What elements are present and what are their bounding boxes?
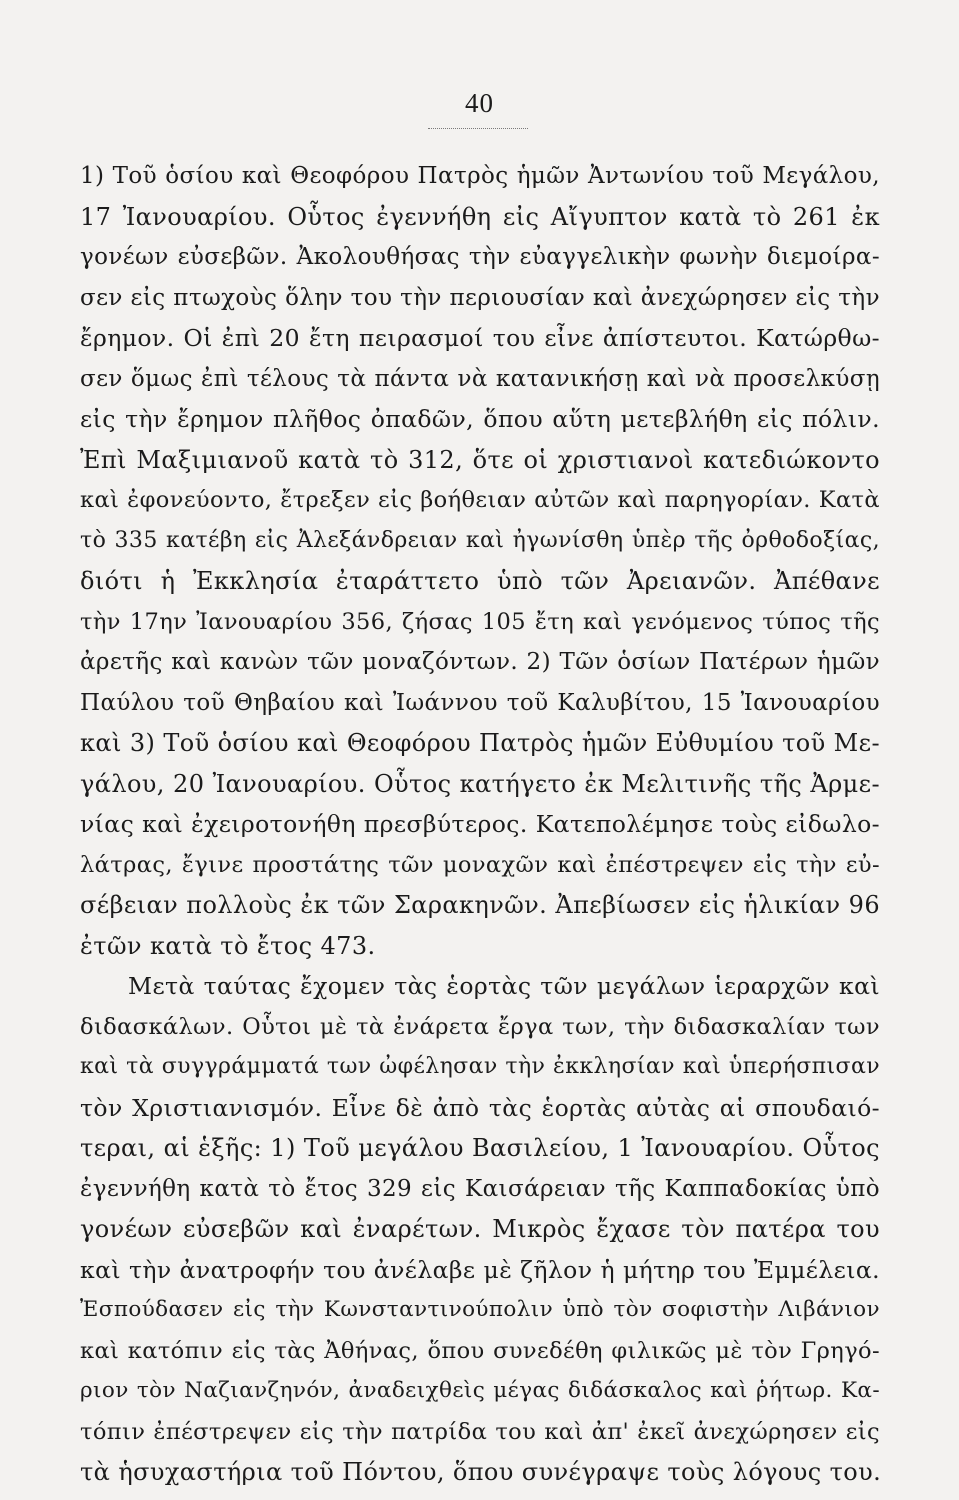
paragraph-1 xyxy=(80,156,880,966)
text-line: γάλου, 20 Ἰανουαρίου. Οὗτος κατήγετο ἐκ Μελιτινῆς τῆς Ἀρμε- xyxy=(80,769,880,798)
page-number: 40 xyxy=(465,88,494,118)
text-line: εἰς τὴν ἔρημον πλῆθος ὀπαδῶν, ὅπου αὕτη μετεβλήθη εἰς πόλιν. xyxy=(80,405,880,433)
text-line: τὴν 17ην Ἰανουαρίου 356, ζήσας 105 ἔτη καὶ γενόμενος τύπος τῆς xyxy=(80,608,880,635)
text-line: καὶ κατόπιν εἰς τὰς Ἀθήνας, ὅπου συνεδέθη φιλικῶς μὲ τὸν Γρηγό- xyxy=(80,1337,880,1364)
text-line: καὶ τὰ συγγράμματά των ὠφέλησαν τὴν ἐκκλησίαν καὶ ὑπερήσπισαν xyxy=(80,1054,880,1079)
text-line: λάτρας, ἔγινε προστάτης τῶν μοναχῶν καὶ ἐπέστρεψεν εἰς τὴν εὐ- xyxy=(80,851,880,878)
text-line: 17 Ἰανουαρίου. Οὗτος ἐγεννήθη εἰς Αἴγυπτον κατὰ τὸ 261 ἐκ xyxy=(80,202,880,231)
text-line: καὶ τὴν ἀνατροφήν του ἀνέλαβε μὲ ζῆλον ἡ μήτηρ του Ἐμμέλεια. xyxy=(80,1255,880,1284)
text-line: Παύλου τοῦ Θηβαίου καὶ Ἰωάννου τοῦ Καλυβίτου, 15 Ἰανουαρίου xyxy=(80,689,880,716)
text-line: σεν εἰς πτωχοὺς ὅλην του τὴν περιουσίαν καὶ ἀνεχώρησεν εἰς τὴν xyxy=(80,284,880,311)
text-line: ριον τὸν Ναζιανζηνόν, ἀναδειχθεὶς μέγας διδάσκαλος καὶ ῥήτωρ. Κα- xyxy=(80,1378,880,1403)
text-line: καὶ ἐφονεύοντο, ἔτρεξεν εἰς βοήθειαν αὐτῶν καὶ παρηγορίαν. Κατὰ xyxy=(80,487,880,513)
text-line: νίας καὶ ἐχειροτονήθη πρεσβύτερος. Κατεπολέμησε τοὺς εἰδωλο- xyxy=(80,810,880,838)
text-line: ἐγεννήθη κατὰ τὸ ἔτος 329 εἰς Καισάρειαν τῆς Καππαδοκίας ὑπὸ xyxy=(80,1175,880,1202)
text-line: τόπιν ἐπέστρεψεν εἰς τὴν πατρίδα του καὶ ἀπ' ἐκεῖ ἀνεχώρησεν εἰς xyxy=(80,1418,880,1445)
text-line: τεραι, αἱ ἑξῆς: 1) Τοῦ μεγάλου Βασιλείου, 1 Ἰανουαρίου. Οὗτος xyxy=(80,1134,880,1162)
text-line: Ἐσπούδασεν εἰς τὴν Κωνσταντινούπολιν ὑπὸ τὸν σοφιστὴν Λιβάνιον xyxy=(80,1297,880,1322)
text-line: Μετὰ ταύτας ἔχομεν τὰς ἑορτὰς τῶν μεγάλων ἱεραρχῶν καὶ xyxy=(128,972,880,1000)
text-line: ἀρετῆς καὶ κανὼν τῶν μοναζόντων. 2) Τῶν ὁσίων Πατέρων ἡμῶν xyxy=(80,649,880,675)
text-line: ἐτῶν κατὰ τὸ ἔτος 473. xyxy=(80,931,376,960)
body-text xyxy=(80,156,880,1493)
text-line: γονέων εὐσεβῶν καὶ ἐναρέτων. Μικρὸς ἔχασε τὸν πατέρα του xyxy=(80,1215,880,1243)
text-line: καὶ 3) Τοῦ ὁσίου καὶ Θεοφόρου Πατρὸς ἡμῶν Εὐθυμίου τοῦ Με- xyxy=(80,729,880,757)
text-line: τὸν Χριστιανισμόν. Εἶνε δὲ ἀπὸ τὰς ἑορτὰς αὐτὰς αἱ σπουδαιό- xyxy=(80,1093,880,1122)
text-line: σέβειαν πολλοὺς ἐκ τῶν Σαρακηνῶν. Ἀπεβίωσεν εἰς ἡλικίαν 96 xyxy=(80,891,880,919)
text-line: ἔρημον. Οἱ ἐπὶ 20 ἔτη πειρασμοί του εἶνε ἀπίστευτοι. Κατώρθω- xyxy=(80,324,880,352)
text-line: τὰ ἡσυχαστήρια τοῦ Πόντου, ὅπου συνέγραψε τοὺς λόγους του. xyxy=(80,1458,882,1486)
text-line: διδασκάλων. Οὗτοι μὲ τὰ ἐνάρετα ἔργα των, τὴν διδασκαλίαν των xyxy=(80,1013,880,1040)
text-line: 1) Τοῦ ὁσίου καὶ Θεοφόρου Πατρὸς ἡμῶν Ἀντωνίου τοῦ Μεγάλου, xyxy=(80,163,880,189)
text-line: γονέων εὐσεβῶν. Ἀκολουθήσας τὴν εὐαγγελικὴν φωνὴν διεμοίρα- xyxy=(80,244,880,270)
paragraph-2 xyxy=(80,966,880,1493)
text-line: διότι ἡ Ἐκκλησία ἐταράττετο ὑπὸ τῶν Ἀρειανῶν. Ἀπέθανε xyxy=(80,567,880,595)
page-number-rule xyxy=(428,128,528,129)
text-line: Ἐπὶ Μαξιμιανοῦ κατὰ τὸ 312, ὅτε οἱ χριστιανοὶ κατεδιώκοντο xyxy=(80,445,880,474)
text-line: σεν ὅμως ἐπὶ τέλους τὰ πάντα νὰ κατανικήσῃ καὶ νὰ προσελκύσῃ xyxy=(80,365,880,392)
text-line: τὸ 335 κατέβη εἰς Ἀλεξάνδρειαν καὶ ἠγωνίσθη ὑπὲρ τῆς ὀρθοδοξίας, xyxy=(80,527,880,553)
